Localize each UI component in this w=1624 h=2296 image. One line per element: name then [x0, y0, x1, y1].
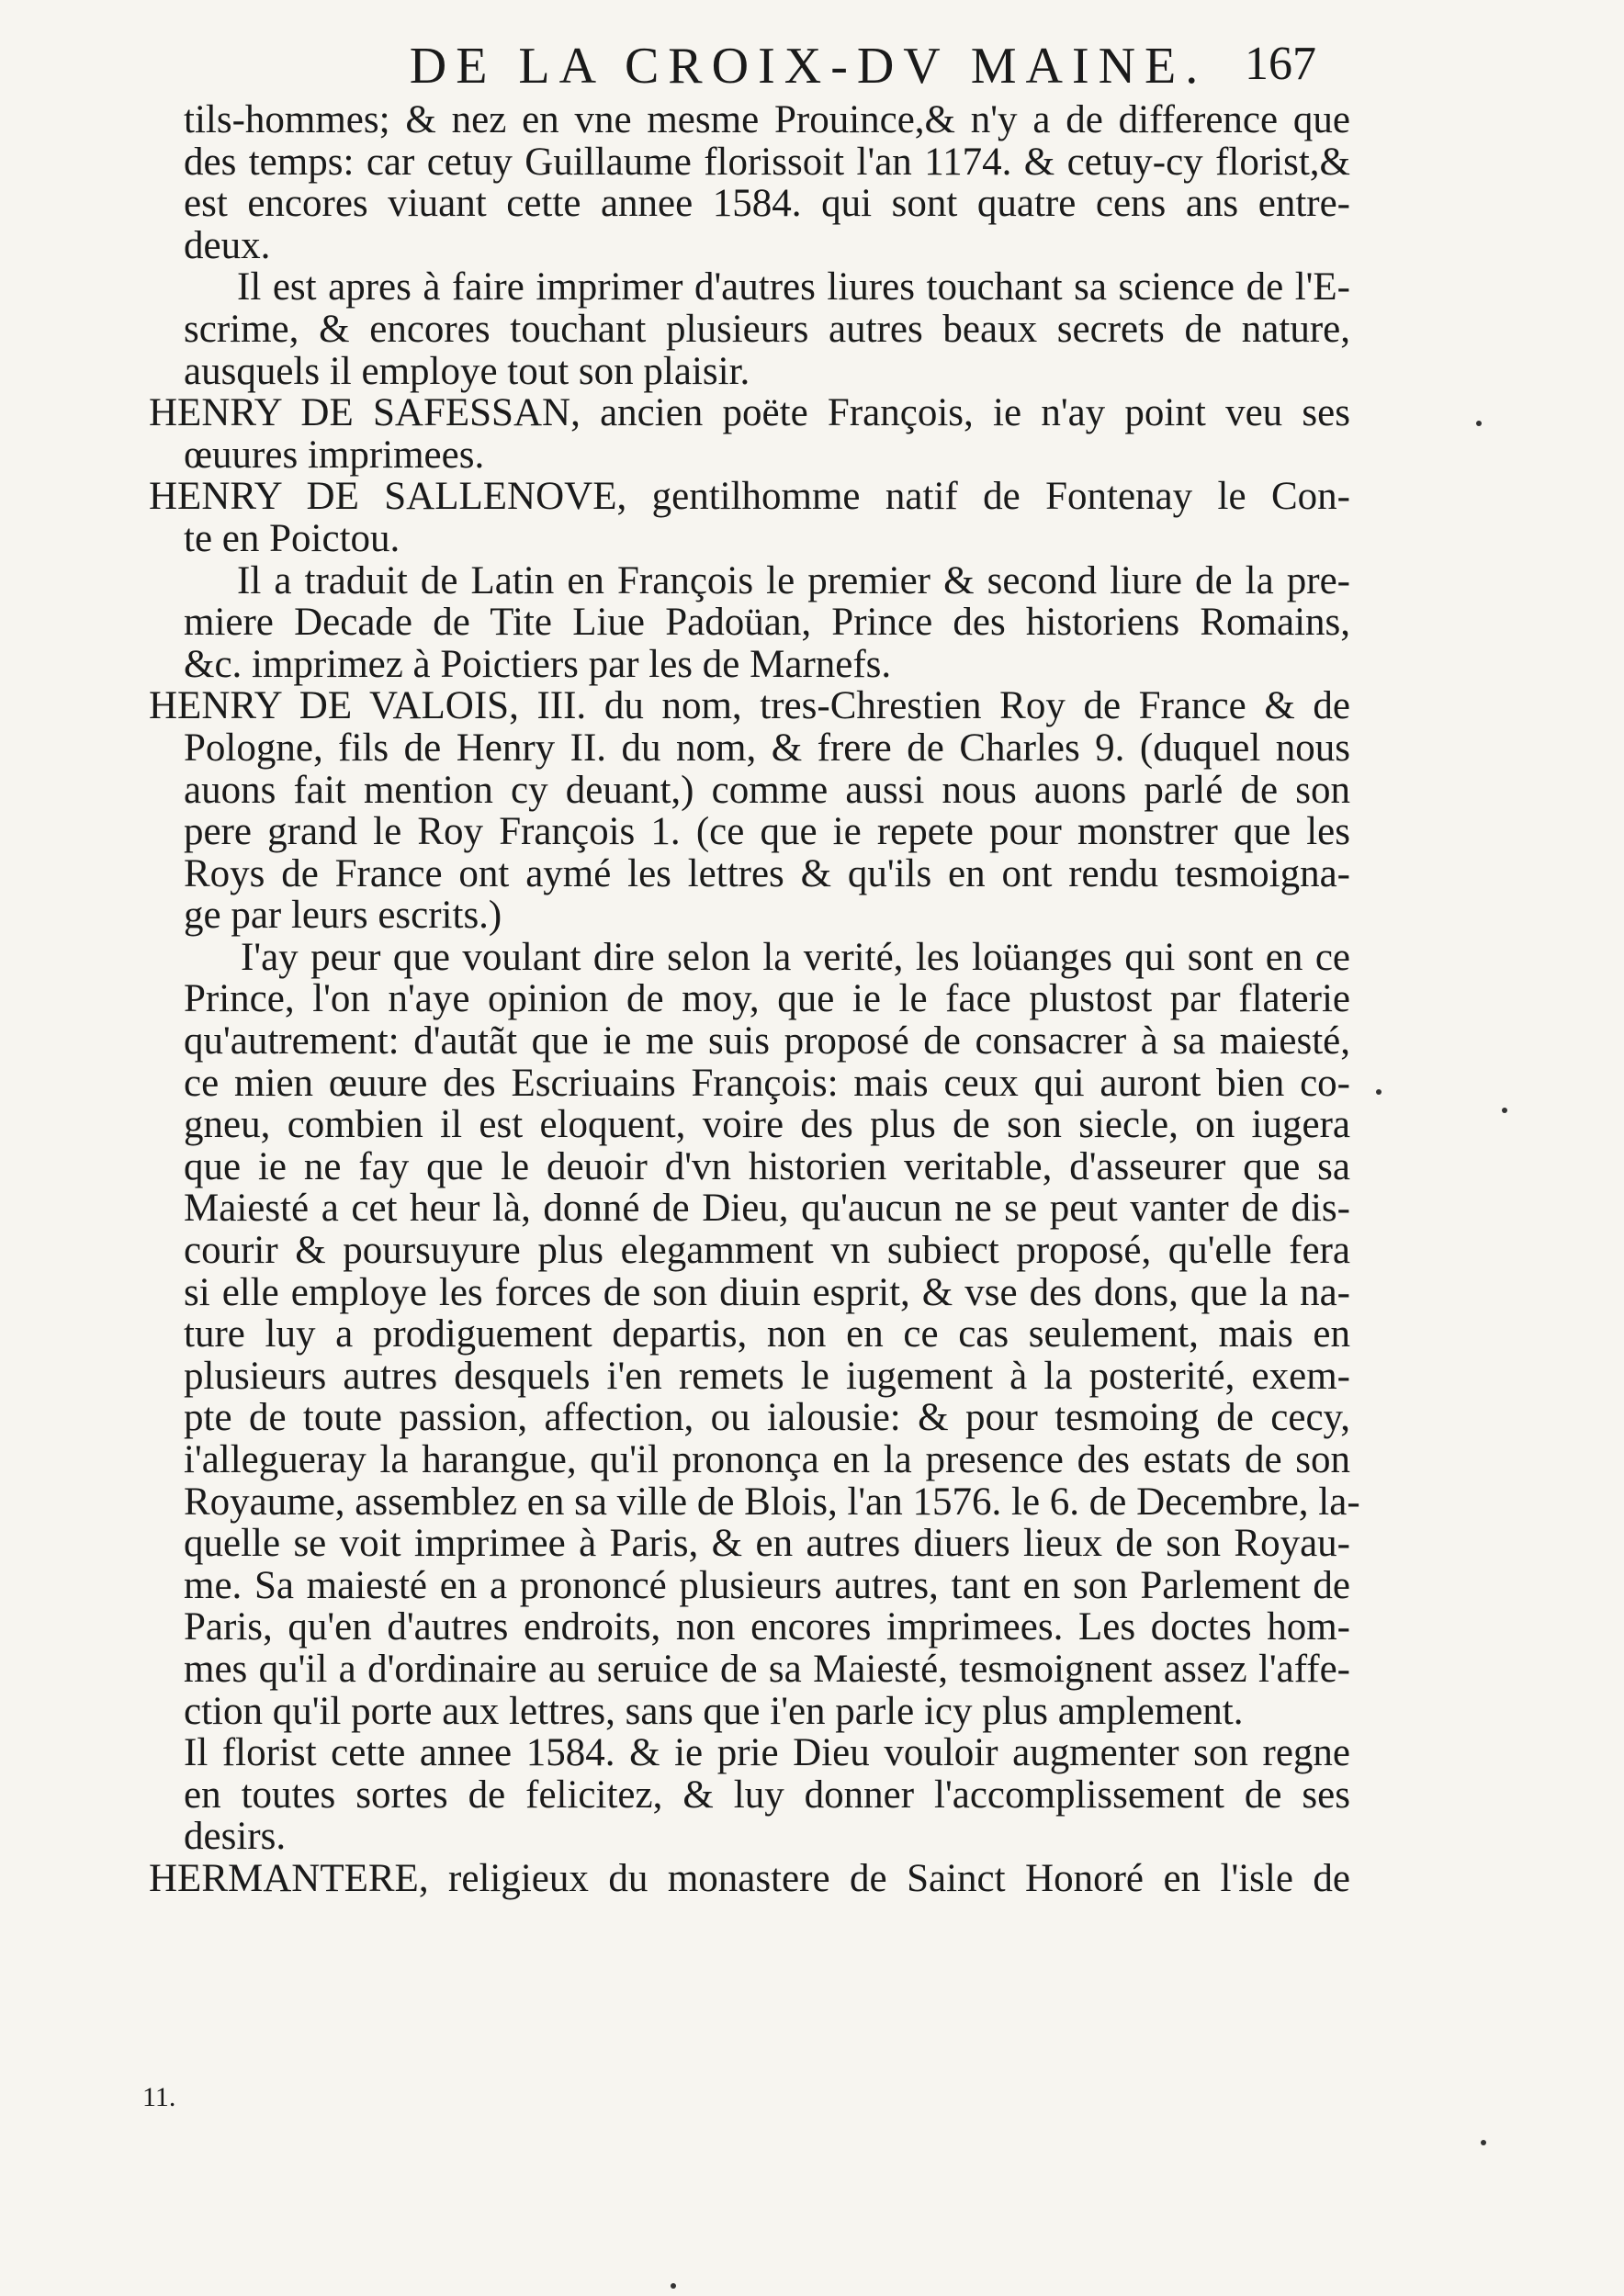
text-line: plusieurs autres desquels i'en remets le iugement à la posterité, exem- [184, 1354, 1350, 1398]
text-line: me. Sa maiesté en a prononcé plusieurs autres, tant en son Parlement de [184, 1563, 1350, 1607]
text-line: si elle employe les forces de son diuin esprit, & vse des dons, que la na- [184, 1270, 1350, 1314]
text-line: Il a traduit de Latin en François le premier & second liure de la pre- [237, 558, 1350, 602]
main-text [149, 98, 1360, 1900]
text-line: i'allegueray la harangue, qu'il prononça en la presence des estats de son [184, 1438, 1350, 1481]
text-line: qu'autrement: d'autãt que ie me suis proposé de consacrer à sa maiesté, [184, 1019, 1350, 1064]
page-number: 167 [1245, 38, 1316, 90]
text-line: ture luy a prodiguement departis, non en ce cas seulement, mais en [184, 1312, 1350, 1356]
ink-speck [1481, 2140, 1486, 2145]
text-line: I'ay peur que voulant dire selon la verité, les loüanges qui sont en ce [241, 935, 1350, 979]
entry-heading-line: HENRY DE VALOIS, III. du nom, tres-Chrestien Roy de France & de [149, 684, 1350, 728]
text-line: quelle se voit imprimee à Paris, & en autres diuers lieux de son Royau- [184, 1522, 1350, 1566]
text-line: gneu, combien il est eloquent, voire des plus de son siecle, on iugera [184, 1103, 1350, 1147]
text-line: tils-hommes; & nez en vne mesme Prouince,& n'y a de difference que [184, 98, 1350, 141]
text-line: œuures imprimees. [184, 433, 485, 477]
text-line: miere Decade de Tite Liue Padoüan, Prince des historiens Romains, [184, 601, 1350, 645]
ink-speck [1502, 1108, 1507, 1113]
ink-speck [1476, 421, 1482, 426]
text-line: en toutes sortes de felicitez, & luy donner l'accomplissement de ses [184, 1773, 1350, 1817]
ink-speck [671, 2283, 676, 2289]
text-line: &c. imprimez à Poictiers par les de Marnefs. [184, 642, 892, 686]
text-line: mes qu'il a d'ordinaire au seruice de sa Maiesté, tesmoignent assez l'affe- [184, 1647, 1350, 1691]
text-line: deux. [184, 223, 271, 267]
text-line: ge par leurs escrits.) [184, 894, 502, 938]
text-line: auons fait mention cy deuant,) comme aussi nous auons parlé de son [184, 768, 1350, 812]
text-line: Il florist cette annee 1584. & ie prie Dieu vouloir augmenter son regne [184, 1731, 1350, 1775]
text-line: est encores viuant cette annee 1584. qui sont quatre cens ans entre- [184, 182, 1350, 226]
text-line: te en Poictou. [184, 516, 400, 560]
text-line: Prince, l'on n'aye opinion de moy, que ie le face plustost par flaterie [184, 977, 1350, 1021]
text-line: pere grand le Roy François 1. (ce que ie repete pour monstrer que les [184, 810, 1350, 854]
text-line: Il est apres à faire imprimer d'autres liures touchant sa science de l'E- [237, 265, 1350, 310]
text-line: Paris, qu'en d'autres endroits, non encores imprimees. Les doctes hom- [184, 1605, 1350, 1649]
text-line: desirs. [184, 1815, 287, 1859]
margin-note: 11. [142, 2082, 176, 2112]
text-line: Royaume, assemblez en sa ville de Blois, l'an 1576. le 6. de Decembre, la- [184, 1480, 1360, 1524]
text-line: des temps: car cetuy Guillaume florissoit l'an 1174. & cetuy-cy florist,& [184, 140, 1350, 184]
text-line: courir & poursuyure plus elegamment vn subiect proposé, qu'elle fera [184, 1229, 1350, 1273]
text-line: scrime, & encores touchant plusieurs autres beaux secrets de nature, [184, 307, 1350, 351]
text-line: Pologne, fils de Henry II. du nom, & frere de Charles 9. (duquel nous [184, 726, 1350, 770]
text-line: pte de toute passion, affection, ou ialousie: & pour tesmoing de cecy, [184, 1396, 1350, 1440]
text-line: ausquels il employe tout son plaisir. [184, 349, 750, 393]
text-line: Maiesté a cet heur là, donné de Dieu, qu'aucun ne se peut vanter de dis- [184, 1187, 1350, 1231]
running-title: DE LA CROIX-DV MAINE. [409, 38, 1208, 95]
text-line: que ie ne fay que le deuoir d'vn historien veritable, d'asseurer que sa [184, 1144, 1350, 1188]
entry-heading-line: HERMANTERE, religieux du monastere de Sainct Honoré en l'isle de [149, 1856, 1350, 1900]
text-line: Roys de France ont aymé les lettres & qu'ils en ont rendu tesmoigna- [184, 851, 1350, 895]
ink-speck [1376, 1089, 1382, 1095]
text-line: ction qu'il porte aux lettres, sans que i'en parle icy plus amplement. [184, 1689, 1244, 1733]
text-line: ce mien œuure des Escriuains François: mais ceux qui auront bien co- [184, 1061, 1350, 1105]
entry-heading-line: HENRY DE SALLENOVE, gentilhomme natif de Fontenay le Con- [149, 475, 1350, 519]
entry-heading-line: HENRY DE SAFESSAN, ancien poëte François, ie n'ay point veu ses [149, 391, 1350, 435]
